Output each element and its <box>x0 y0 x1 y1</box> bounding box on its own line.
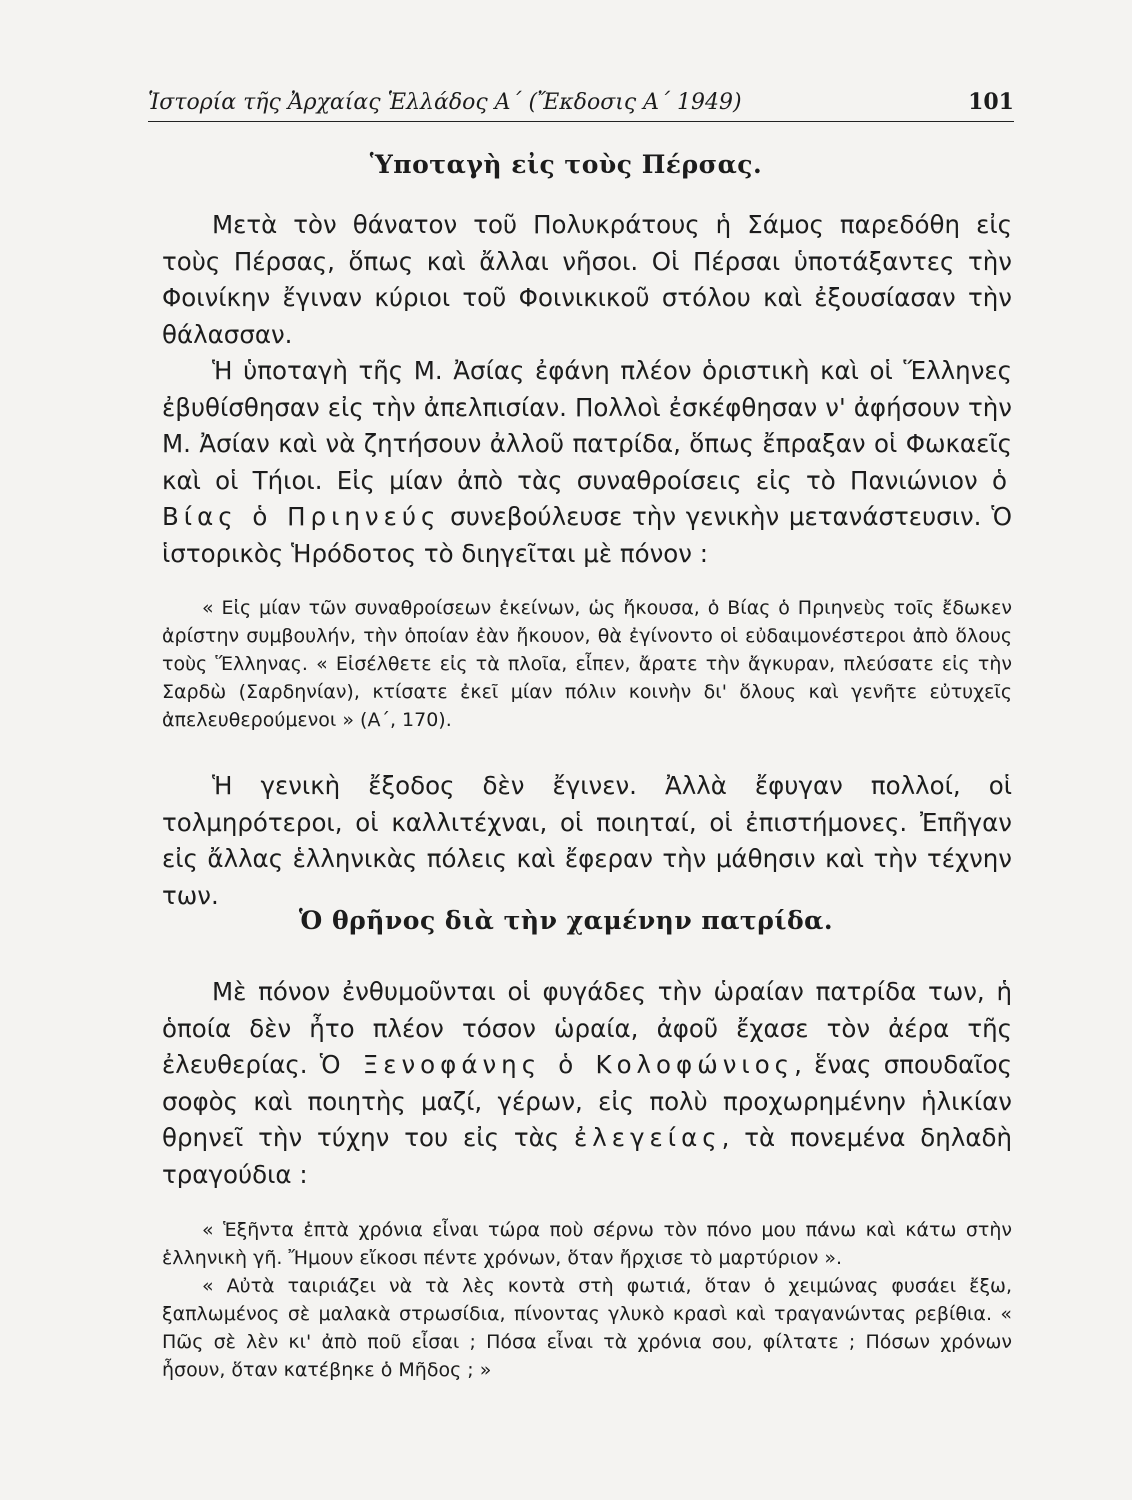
paragraph-xenophanes-text-b: , ἕνας σπουδαῖος σοφὸς καὶ ποιητὴς μαζί, γέρων, εἰς πολὺ προχωρημένην ἡλικίαν θρηνεῖ τὴν τύχην του εἰς τὰς <box>162 1050 1012 1152</box>
paragraph-exodus: Ἡ γενικὴ ἔξοδος δὲν ἔγινεν. Ἀλλὰ ἔφυγαν πολλοί, οἱ τολμηρότεροι, οἱ καλλιτέχναι, οἱ ποιηταί, οἱ ἐπιστήμονες. Ἐπῆγαν εἰς ἄλλας ἑλληνικὰς πόλεις καὶ ἔφεραν τὴν μάθησιν καὶ τὴν τέχνην των. <box>162 771 1012 910</box>
paragraph-xenophanes <box>162 974 1012 1193</box>
xenophanes-quote-2: « Αὐτὰ ταιριάζει νὰ τὰ λὲς κοντὰ στὴ φωτιά, ὅταν ὁ χειμώνας φυσάει ἔξω, ξαπλωμένος σὲ μαλακὰ στρωσίδια, πίνοντας γλυκὸ κρασὶ καὶ τραγανώντας ρεβίθια. « Πῶς σὲ λὲν κι' ἀπὸ ποῦ εἶσαι ; Πόσα εἶναι τὰ χρόνια σου, φίλτατε ; Πόσων χρόνων ἦσουν, ὅταν κατέβηκε ὁ Μῆδος ; » <box>162 1275 1012 1381</box>
bias-name: ὁ Βίας ὁ Πριηνεύς <box>162 465 1012 531</box>
section-heading-subjugation: Ὑποταγὴ εἰς τοὺς Πέρσας. <box>369 150 763 179</box>
paragraph-despair-text-b: συνεβούλευσε τὴν γενικὴν μετανάστευσιν. Ὁ ἱστορικὸς Ἡρόδοτος τὸ διηγεῖται μὲ πόνον : <box>162 502 1012 568</box>
herodotus-quote: « Εἰς μίαν τῶν συναθροίσεων ἐκείνων, ὡς ἤκουσα, ὁ Βίας ὁ Πριηνεὺς τοῖς ἔδωκεν ἀρίστην συμβουλήν, τὴν ὁποίαν ἐὰν ἤκουον, θὰ ἐγίνοντο οἱ εὐδαιμονέστεροι ἀπὸ ὅλους τοὺς Ἕλληνας. « Εἰσέλθετε εἰς τὰ πλοῖα, εἶπεν, ἄρατε τὴν ἄγκυραν, πλεύσατε εἰς τὴν Σαρδὼ (Σαρδηνίαν), κτίσατε ἐκεῖ μίαν πόλιν κοινὴν δι' ὅλους καὶ γενῆτε εὐτυχεῖς ἀπελευθερούμενοι » (Α΄, 170). <box>162 597 1012 731</box>
section-heading-lament: Ὁ θρῆνος διὰ τὴν χαμένην πατρίδα. <box>298 906 834 935</box>
paragraph-xenophanes-text-c: , τὰ πονεμένα δηλαδὴ τραγούδια : <box>162 1123 1012 1189</box>
book-title: Ἱστορία τῆς Ἀρχαίας Ἑλλάδος Α΄ (Ἔκδοσις Α΄ 1949) <box>148 90 742 115</box>
xenophanes-quote-1: « Ἑξῆντα ἑπτὰ χρόνια εἶναι τώρα ποὺ σέρνω τὸν πόνο μου πάνω καὶ κάτω στὴν ἑλληνικὴ γῆ. Ἤμουν εἴκοσι πέντε χρόνων, ὅταν ἤρχισε τὸ μαρτύριον ». <box>162 1219 1012 1269</box>
page-number: 101 <box>968 89 1014 115</box>
xenophanes-name: Ὁ Ξενοφάνης ὁ Κολοφώνιος <box>319 1050 795 1079</box>
running-header <box>148 88 1014 122</box>
paragraph-despair <box>162 353 1012 572</box>
paragraph-samos: Μετὰ τὸν θάνατον τοῦ Πολυκράτους ἡ Σάμος παρεδόθη εἰς τοὺς Πέρσας, ὅπως καὶ ἄλλαι νῆσοι. Οἱ Πέρσαι ὑποτάξαντες τὴν Φοινίκην ἔγιναν κύριοι τοῦ Φοινικικοῦ στόλου καὶ ἐξουσίασαν τὴν θάλασσαν. <box>162 210 1012 349</box>
paragraph-despair-text-a: Ἡ ὑποταγὴ τῆς Μ. Ἀσίας ἐφάνη πλέον ὁριστικὴ καὶ οἱ Ἕλληνες ἐβυθίσθησαν εἰς τὴν ἀπελπισίαν. Πολλοὶ ἐσκέφθησαν ν' ἀφήσουν τὴν Μ. Ἀσίαν καὶ νὰ ζητήσουν ἀλλοῦ πατρίδα, ὅπως ἔπραξαν οἱ Φωκαεῖς καὶ οἱ Τήιοι. Εἰς μίαν ἀπὸ τὰς συναθροίσεις εἰς τὸ Πανιώνιον <box>162 356 1012 495</box>
paragraph-xenophanes-text-a: Μὲ πόνον ἐνθυμοῦνται οἱ φυγάδες τὴν ὡραίαν πατρίδα των, ἡ ὁποία δὲν ἦτο πλέον τόσον ὡραία, ἀφοῦ ἔχασε τὸν ἀέρα τῆς ἐλευθερίας. <box>162 977 1012 1079</box>
elegies-word: ἐλεγείας <box>574 1123 722 1152</box>
